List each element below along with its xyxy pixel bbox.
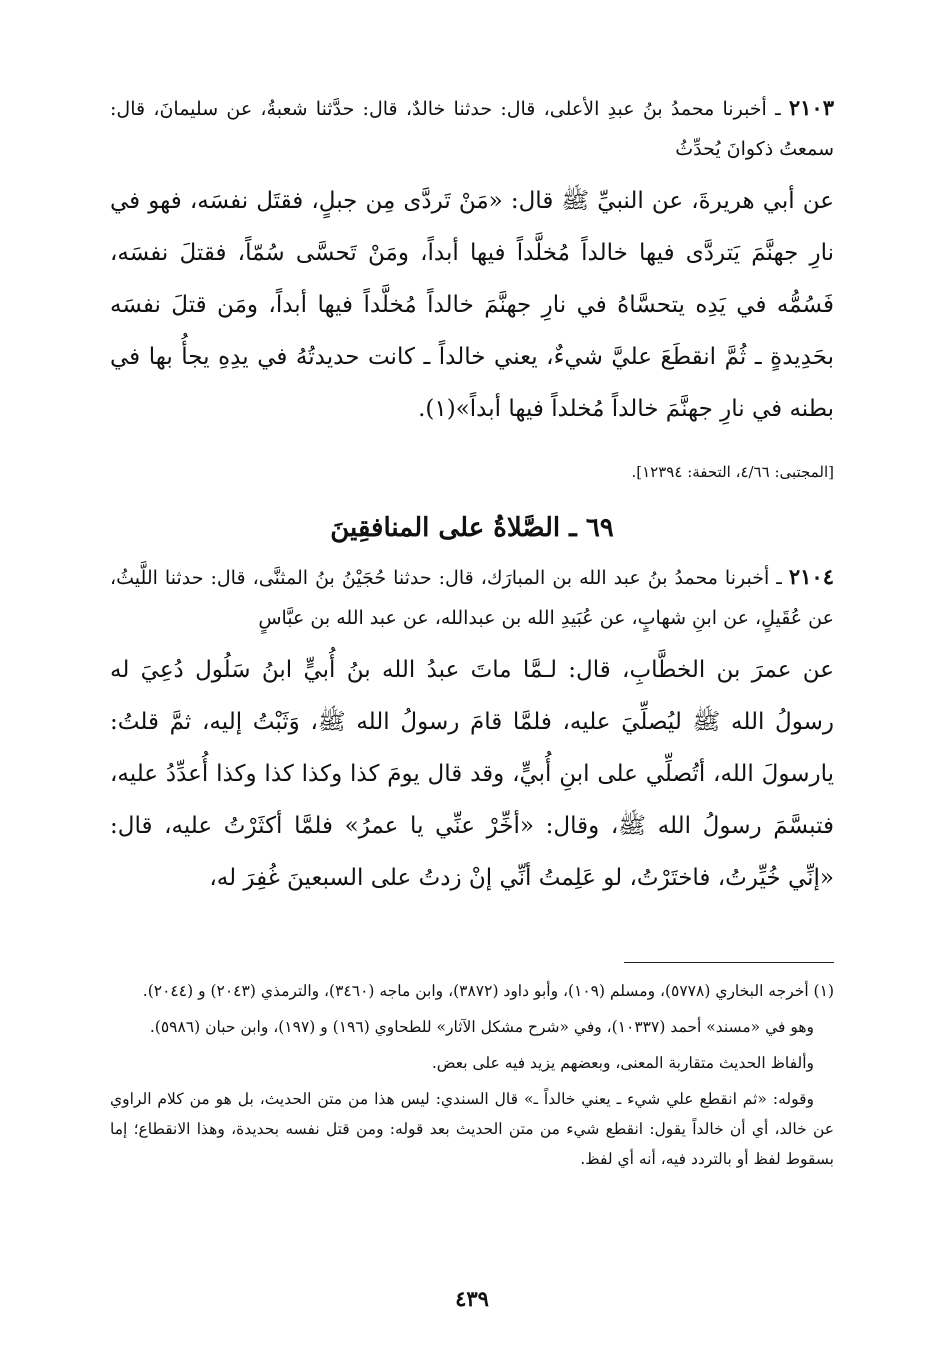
page (110, 88, 834, 1342)
hadith-2104-isnad (110, 557, 834, 638)
page-number: ٤٣٩ (455, 1286, 489, 1311)
hadith-2104-isnad-text: ـ أخبرنا محمدُ بنُ عبد الله بن المبارَك، قال: حدثنا حُجَيْنُ بنُ المثنَّى، قال: حدثنا اللَّيثُ، عن عُقَيلٍ، عن ابنِ شهابٍ، عن عُبَيدِ الله بن عبدالله، عن عبد الله بن عبَّاسٍ (110, 567, 834, 629)
footnote-1: (١) أخرجه البخاري (٥٧٧٨)، ومسلم (١٠٩)، وأبو داود (٣٨٧٢)، وابن ماجه (٣٤٦٠)، والترمذي (٢٠٤٣) و (٢٠٤٤). (142, 982, 834, 1000)
footnote-1-wording: وألفاظ الحديث متقاربة المعنى، وبعضهم يزيد فيه على بعض. (431, 1054, 814, 1072)
footnote-1-sindi: وقوله: «ثم انقطع علي شيء ـ يعني خالداً ـ» قال السندي: ليس هذا من متن الحديث، بل هو من كلام الراوي عن خالد، أي أن خالداً يقول: انقطع شيء من متن الحديث بعد قوله: ومن قتل نفسه بحديدة، وهذا الانقطاع؛ إما بسقوط لفظ أو بالتردد فيه، أنه أي لفظ. (110, 1090, 834, 1168)
footnotes (110, 976, 834, 1180)
hadith-2104-matn: عن عمرَ بن الخطَّابِ، قال: لـمَّا ماتَ عبدُ الله بنُ أُبيٍّ ابنُ سَلُول دُعِيَ له رسولُ الله ﷺ ليُصلِّيَ عليه، فلمَّا قامَ رسولُ الله ﷺ، وَثَبْتُ إليه، ثمَّ قلتُ: يارسولَ الله، أتُصلِّي على ابنِ أُبيٍّ، وقد قال يومَ كذا وكذا كذا وكذا أُعدِّدُ عليه، فتبسَّمَ رسولُ الله ﷺ، وقال: «أخِّرْ عنِّي يا عمرُ» فلمَّا أكثَرْتُ عليه، قال: «إنِّي خُيِّرتُ، فاختَرْتُ، لو عَلِمتُ أنِّي إنْ زدتُ على السبعينَ غُفِرَ له، (110, 657, 835, 891)
hadith-2103-isnad (110, 88, 834, 169)
hadith-2103-isnad-text: ـ أخبرنا محمدُ بنُ عبدِ الأعلى، قال: حدثنا خالدٌ، قال: حدَّثنا شعبةُ، عن سليمانَ، قال: سمعتُ ذكوانَ يُحدِّثُ (110, 98, 834, 160)
hadith-2103-matn: عن أبي هريرةَ، عن النبيِّ ﷺ قال: «مَنْ تَردَّى مِن جبلٍ، فقتَل نفسَه، فهو في نارِ جهنَّمَ يَتردَّى فيها خالداً مُخلَّداً فيها أبداً، ومَنْ تَحسَّى سُمّاً، فقتلَ نفسَه، فَسُمُّه في يَدِه يتحسَّاهُ في نارِ جهنَّمَ خالداً مُخلَّداً فيها أبداً، ومَن قتلَ نفسَه بحَدِيدةٍ ـ ثُمَّ انقطَعَ عليَّ شيءٌ، يعني خالداً ـ كانت حديدتُهُ في يدِهِ يجأُ بها في بطنه في نارِ جهنَّمَ خالداً مُخلداً فيها أبداً»(١). (110, 188, 834, 422)
hadith-2103-takhrij: [المجتبى: ٤/٦٦، التحفة: ١٢٣٩٤]. (631, 463, 834, 481)
footnote-1-musnad: وهو في «مسند» أحمد (١٠٣٣٧)، وفي «شرح مشكل الآثار» للطحاوي (١٩٦) و (١٩٧)، وابن حبان (٥٩٨٦). (149, 1018, 814, 1036)
hadith-2103-number: ٢١٠٣ (788, 95, 834, 120)
footnote-divider (624, 962, 834, 963)
hadith-2104-number: ٢١٠٤ (788, 564, 834, 589)
chapter-title: ٦٩ ـ الصَّلاةُ على المنافقِينَ (330, 513, 614, 543)
